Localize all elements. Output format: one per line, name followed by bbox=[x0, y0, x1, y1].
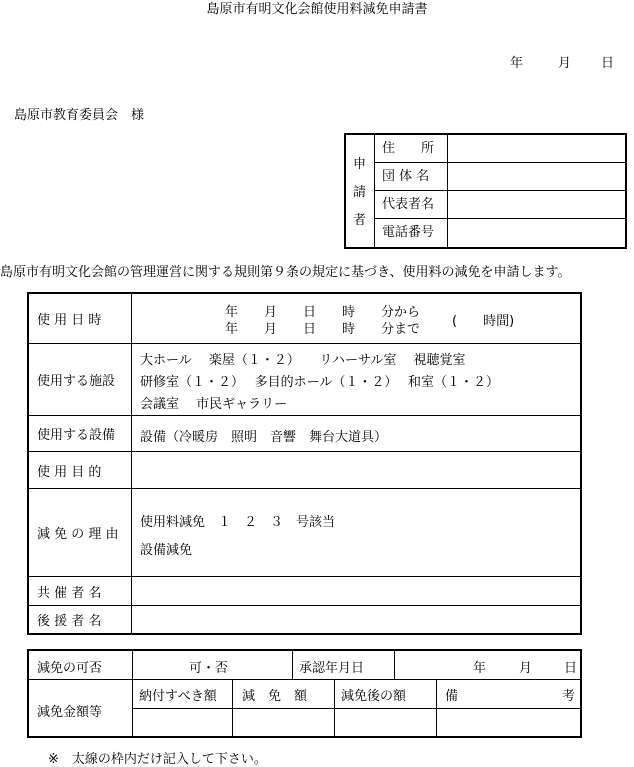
reason-equipment-option: 設備減免 bbox=[140, 543, 193, 558]
divider bbox=[334, 679, 335, 736]
footnote: ※ 太線の枠内だけ記入して下さい。 bbox=[48, 752, 267, 767]
main-table bbox=[27, 292, 582, 635]
addressee: 島原市教育委員会 様 bbox=[14, 108, 145, 123]
divider bbox=[232, 679, 233, 736]
datetime-from: 年 月 日 時 分から bbox=[225, 305, 421, 320]
divider bbox=[29, 679, 580, 680]
support-label: 後 援 者 名 bbox=[29, 606, 132, 633]
facility-field[interactable] bbox=[132, 344, 580, 415]
reason-label: 減 免 の 理 由 bbox=[29, 489, 132, 576]
col-after: 減免後の額 bbox=[341, 689, 407, 704]
col-remarks-2: 考 bbox=[562, 689, 576, 704]
approval-day[interactable]: 日 bbox=[564, 661, 578, 676]
applicant-group-label: 団 体 名 bbox=[374, 163, 448, 190]
datetime-field[interactable] bbox=[132, 294, 580, 343]
equipment-row bbox=[29, 416, 580, 452]
support-field[interactable] bbox=[132, 606, 580, 633]
col-remarks-1: 備 bbox=[445, 689, 459, 704]
amount-label: 減免金額等 bbox=[37, 705, 103, 720]
approval-month[interactable]: 月 bbox=[519, 661, 533, 676]
datetime-row bbox=[29, 294, 580, 344]
purpose-row bbox=[29, 452, 580, 489]
sponsor-field[interactable] bbox=[132, 577, 580, 605]
datetime-hours: ( 時間) bbox=[452, 314, 515, 329]
date-day-label: 日 bbox=[601, 56, 615, 71]
approval-year[interactable]: 年 bbox=[473, 661, 487, 676]
equipment-label: 使用する設備 bbox=[29, 416, 132, 451]
applicant-address-row[interactable] bbox=[374, 135, 625, 163]
purpose-label: 使 用 目 的 bbox=[29, 452, 132, 488]
intro-text: 島原市有明文化会館の管理運営に関する規則第９条の規定に基づき、使用料の減免を申請します。 bbox=[0, 265, 571, 280]
approval-date-label: 承認年月日 bbox=[299, 661, 365, 676]
applicant-address-label: 住 所 bbox=[374, 135, 448, 162]
approval-value[interactable]: 可・否 bbox=[189, 661, 229, 676]
equipment-options: 設備（冷暖房 照明 音響 舞台大道具） bbox=[140, 430, 388, 445]
sponsor-row bbox=[29, 577, 580, 606]
equipment-field[interactable] bbox=[132, 416, 580, 451]
date-year-label: 年 bbox=[510, 56, 524, 71]
divider bbox=[132, 708, 580, 709]
applicant-representative-label: 代表者名 bbox=[374, 191, 448, 218]
applicant-box bbox=[344, 133, 627, 249]
divider bbox=[436, 679, 437, 736]
col-reduction: 減 免 額 bbox=[242, 689, 308, 704]
col-payable: 納付すべき額 bbox=[139, 689, 217, 704]
facility-options-line: 研修室（１・２） 多目的ホール（１・２） 和室（１・２） bbox=[140, 375, 500, 390]
divider bbox=[394, 651, 395, 679]
facility-label: 使用する施設 bbox=[29, 344, 132, 415]
divider bbox=[292, 651, 293, 679]
purpose-field[interactable] bbox=[132, 452, 580, 488]
facility-options-line: 大ホール 楽屋（１・２） リハーサル室 視聴覚室 bbox=[140, 353, 466, 368]
reason-fee-option: 使用料減免 １ ２ ３ 号該当 bbox=[140, 515, 336, 530]
office-use-table bbox=[27, 649, 582, 738]
applicant-phone-row[interactable] bbox=[374, 219, 625, 247]
facility-options-line: 会議室 市民ギャラリー bbox=[140, 397, 288, 412]
applicant-representative-row[interactable] bbox=[374, 191, 625, 219]
applicant-phone-label: 電話番号 bbox=[374, 219, 448, 247]
facility-row bbox=[29, 344, 580, 416]
reason-row bbox=[29, 489, 580, 577]
approval-label: 減免の可否 bbox=[37, 661, 103, 676]
divider bbox=[132, 651, 133, 736]
datetime-label: 使 用 日 時 bbox=[29, 294, 132, 343]
reason-field[interactable] bbox=[132, 489, 580, 576]
applicant-heading-char: 申 bbox=[353, 157, 367, 172]
support-row bbox=[29, 606, 580, 633]
datetime-to: 年 月 日 時 分まで bbox=[225, 322, 421, 337]
applicant-group-row[interactable] bbox=[374, 163, 625, 191]
applicant-heading bbox=[346, 135, 375, 247]
form-title: 島原市有明文化会館使用料減免申請書 bbox=[206, 2, 428, 17]
applicant-heading-char: 者 bbox=[353, 213, 367, 228]
date-month-label: 月 bbox=[558, 56, 572, 71]
applicant-heading-char: 請 bbox=[353, 185, 367, 200]
sponsor-label: 共 催 者 名 bbox=[29, 577, 132, 605]
